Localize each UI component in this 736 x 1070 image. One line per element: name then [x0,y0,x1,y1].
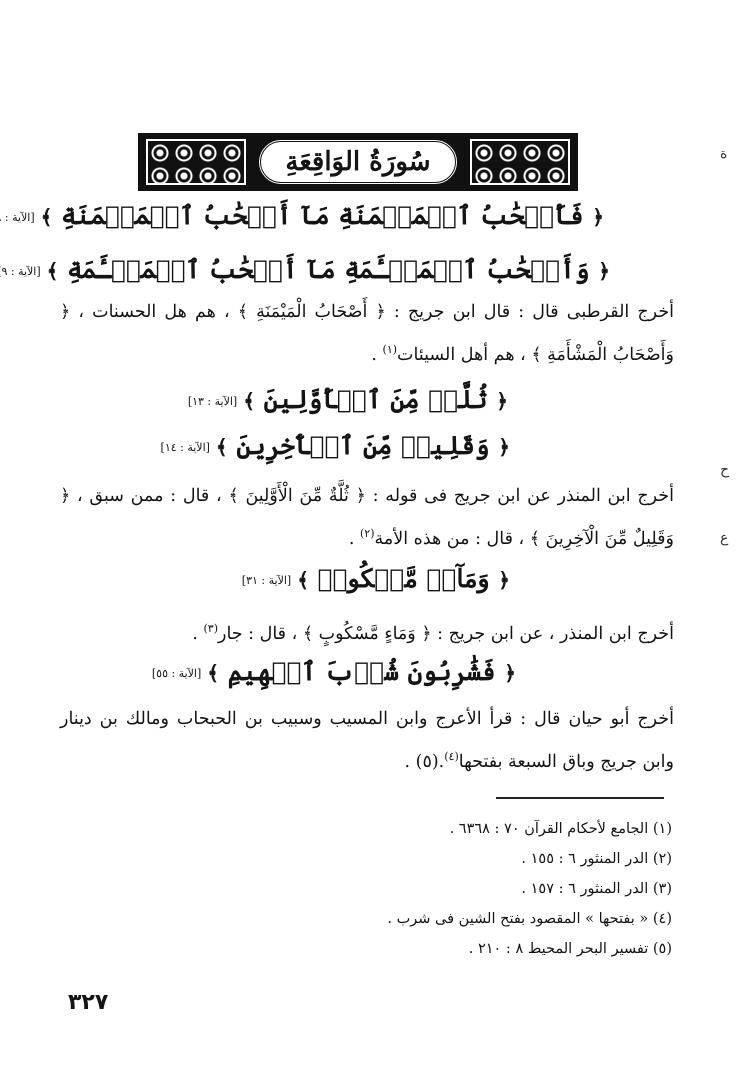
footnote-marker: (٣) [203,622,219,635]
verse-text: فَشَٰرِبُونَ شُرۡبَ ٱلۡهِيمِ [227,657,496,686]
verse-ref: [الآية : ٣١] [241,573,292,587]
commentary-paragraph [60,610,674,653]
verse-text: وَقَلِيلٞ مِّنَ ٱلۡأٓخِرِينَ [236,431,490,460]
verse-text: وَمَآءٖ مَّسۡكُوبٖ [317,564,490,593]
verse-ref: [الآية : [4,210,35,224]
margin-mark: ح [720,462,730,478]
verse-text: وَأَصۡحَٰبُ ٱلۡمَشۡـَٔمَةِ مَآ أَصۡحَٰبُ ٱلۡمَشۡـَٔمَةِ [67,255,590,284]
paragraph-end: . [348,528,360,549]
verse-line: ﴿ فَأَصۡحَٰبُ ٱلۡمَيۡمَنَةِ مَآ أَصۡحَٰبُ ٱلۡمَيۡمَنَةِ ﴾[الآية : [0,196,604,238]
verse-line: ﴿ وَأَصۡحَٰبُ ٱلۡمَشۡـَٔمَةِ مَآ أَصۡحَٰبُ ٱلۡمَشۡـَٔمَةِ ﴾[الآية : ٩ [0,250,610,292]
footnote-item: (٣) الدر المنثور ٦ : ١٥٧ . [521,881,672,897]
verse-ref: [الآية : ٩ [1,264,41,278]
surah-header-banner [138,133,578,191]
commentary-paragraph [60,701,674,781]
footnotes-list [300,814,672,964]
footnote-marker: (١) [382,343,398,356]
margin-mark: ع [720,530,729,546]
footnote-marker: (٢) [359,527,375,540]
verse-ref: [الآية : ١٣] [187,394,238,408]
paragraph-text: أخرج القرطبى قال : قال ابن جريج : ﴿ أَصْحَابُ الْمَيْمَنَةِ ﴾ ، هم هل الحسنات ، ﴿ وَأَصْحَابُ الْمَشْأَمَةِ ﴾ ، هم أهل السيئات [60,302,674,365]
ornament-left-icon [146,139,246,185]
paragraph-end: . [371,344,383,365]
footnote-item: (١) الجامع لأحكام القرآن ٧٠ : ٦٣٦٨ . [449,821,672,837]
verse-line: ﴿ ثُلَّةٞ مِّنَ ٱلۡأَوَّلِينَ ﴾[الآية : ١٣] [187,385,508,414]
surah-title-cartouche [258,139,458,185]
verse-ref: [الآية : ١٤] [160,440,210,454]
verse-line: ﴿ وَقَلِيلٞ مِّنَ ٱلۡأٓخِرِينَ ﴾[الآية : ١٤] [160,431,510,460]
page-number: ٣٢٧ [68,990,109,1015]
commentary-paragraph [60,478,674,558]
footnote-item: (٥) تفسير البحر المحيط ٨ : ٢١٠ . [468,941,672,957]
margin-mark: ة [720,146,728,162]
paragraph-end: .(٥) . [404,751,445,772]
paragraph-text: أخرج ابن المنذر عن ابن جريج فى قوله : ﴿ ثُلَّةٌ مِّنَ الْأَوَّلِينَ ﴾ ، قال : ممن سبق ، ﴿ وَقَلِيلٌ مِّنَ الْآخِرِينَ ﴾ ، قال : من هذه الأمة [60,486,674,549]
paragraph-text: أخرج ابن المنذر ، عن ابن جريج : ﴿ وَمَاءٍ مَّسْكُوبٍ ﴾ ، قال : جار [218,623,674,644]
footnote-item: (٤) « بفتحها » المقصود بفتح الشين فى شرب . [387,911,672,927]
commentary-paragraph [60,294,674,374]
ornament-right-icon [470,139,570,185]
footnote-marker: (٤) [444,750,459,763]
verse-text: فَأَصۡحَٰبُ ٱلۡمَيۡمَنَةِ مَآ أَصۡحَٰبُ ٱلۡمَيۡمَنَةِ [61,201,584,230]
verse-text: ثُلَّةٞ مِّنَ ٱلۡأَوَّلِينَ [263,385,488,414]
verse-ref: [الآية : ٥٥] [151,666,202,680]
paragraph-text: أخرج أبو حيان قال : قرأ الأعرج وابن المسيب وسبيب بن الحبحاب ومالك بن دينار وابن جريج وباق السبعة بفتحها [60,709,674,772]
surah-title: سُورَةُ الوَاقِعَةِ [285,147,431,177]
verse-line: ﴿ فَشَٰرِبُونَ شُرۡبَ ٱلۡهِيمِ ﴾[الآية : ٥٥] [151,657,516,686]
footnote-item: (٢) الدر المنثور ٦ : ١٥٥ . [521,851,672,867]
verse-line: ﴿ وَمَآءٖ مَّسۡكُوبٖ ﴾[الآية : ٣١] [241,564,510,593]
paragraph-end: . [192,623,204,644]
footnote-divider [496,797,664,799]
